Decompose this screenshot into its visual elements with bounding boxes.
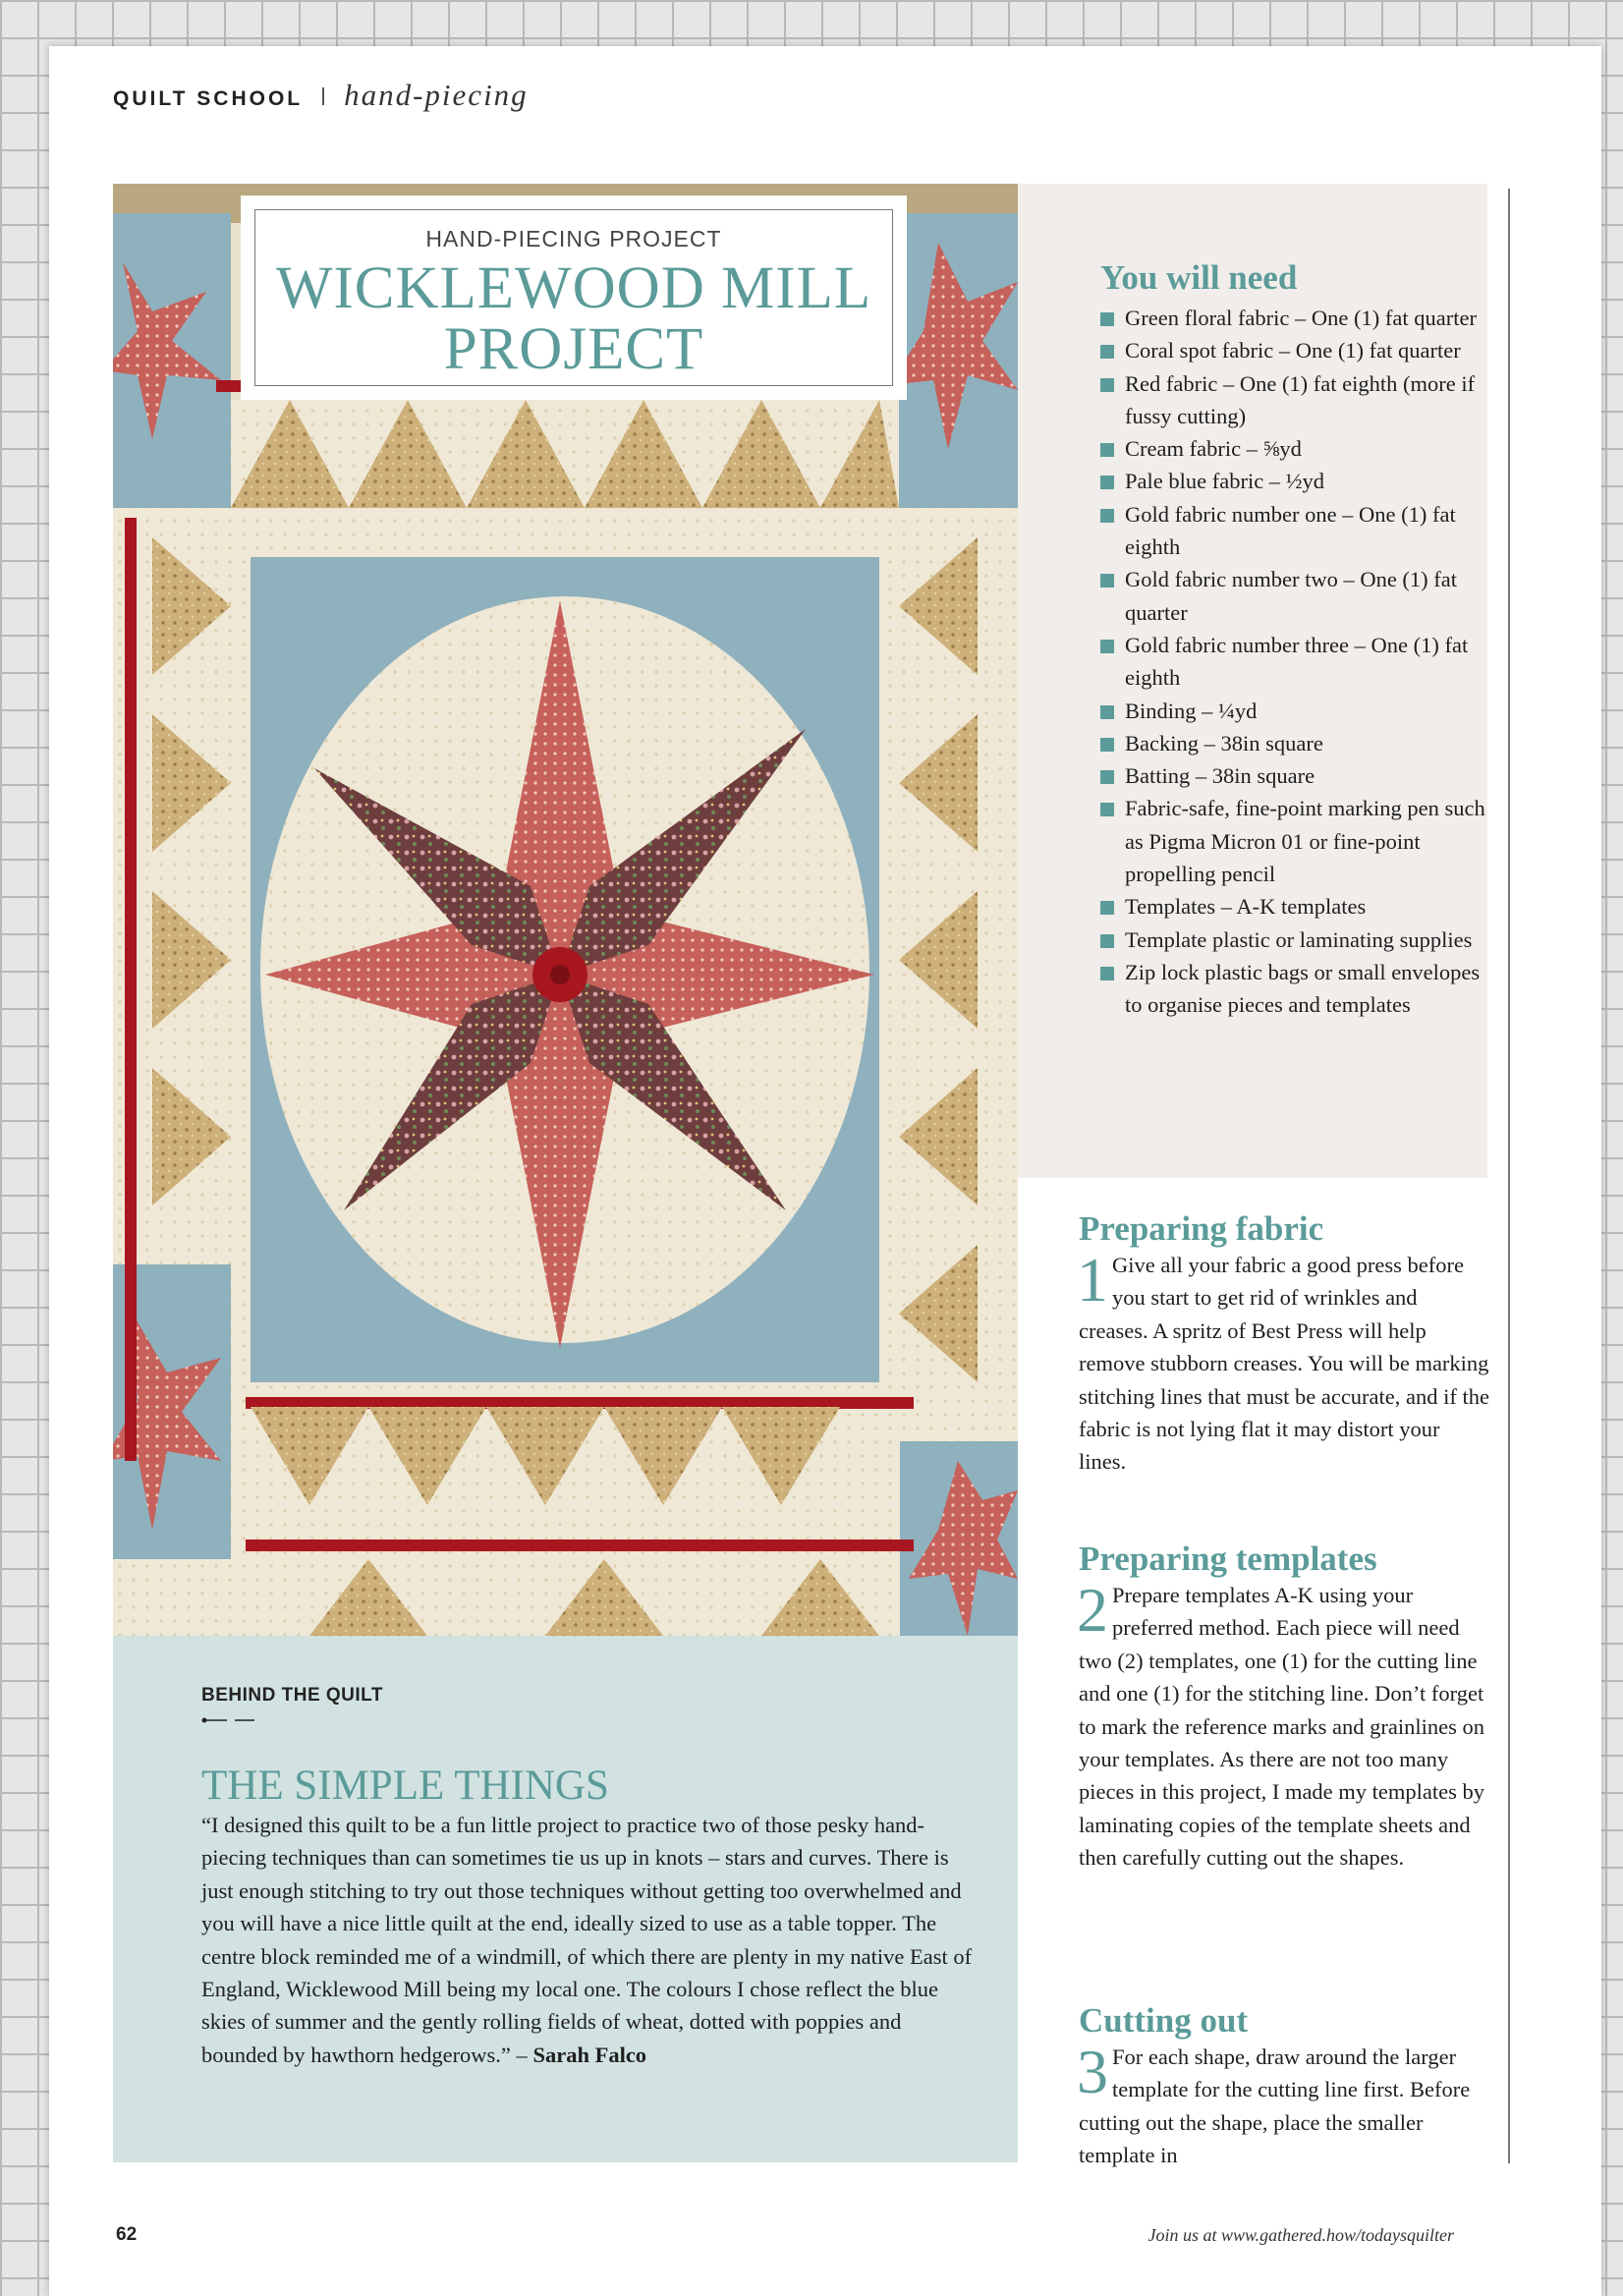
step-text	[1077, 1575, 1489, 1875]
step-body: Give all your fabric a good press before you start to get rid of wrinkles and creases. A spritz of Best Press will help remove stubborn creases. You will be marking stitching lines that must be accurate, and if the fabric is not lying flat it may distort your lines.	[1079, 1253, 1489, 1475]
step-text	[1077, 1245, 1489, 1479]
header-section: QUILT SCHOOL	[113, 87, 304, 110]
running-header	[113, 78, 529, 113]
footer-url: Join us at www.gathered.how/todaysquilter	[1147, 2225, 1454, 2245]
step-number: 3	[1077, 2037, 1108, 2106]
materials-list	[1100, 302, 1485, 1022]
list-item: Gold fabric number one – One (1) fat eighth	[1100, 498, 1485, 564]
step-body: Prepare templates A-K using your preferred method. Each piece will need two (2) templates, one (1) for the cutting line and one (1) for the stitching line. Don’t forget to mark the reference marks and grainlines on your templates. As there are not too many pieces in this project, I made my templates by laminating copies of the template sheets and then carefully cutting out the shapes.	[1079, 1583, 1485, 1871]
behind-kicker: BEHIND THE QUILT	[201, 1685, 383, 1706]
behind-title: THE SIMPLE THINGS	[201, 1763, 609, 1809]
step-number: 2	[1077, 1575, 1108, 1645]
list-item: Backing – 38in square	[1100, 727, 1485, 759]
column-rule	[1508, 189, 1510, 2163]
step-body: For each shape, draw around the larger template for the cutting line first. Before cutting out the shape, place the smaller template in	[1079, 2044, 1471, 2168]
list-item: Pale blue fabric – ½yd	[1100, 465, 1485, 497]
page-number: 62	[116, 2224, 138, 2245]
list-item: Gold fabric number three – One (1) fat eighth	[1100, 629, 1485, 695]
title-kicker: HAND-PIECING PROJECT	[425, 226, 722, 252]
step-heading: Preparing templates	[1079, 1540, 1377, 1578]
header-topic: hand-piecing	[344, 78, 529, 112]
arrow-rule-icon	[201, 1714, 256, 1726]
list-item: Fabric-safe, fine-point marking pen such as Pigma Micron 01 or fine-point propelling pencil	[1100, 792, 1485, 890]
list-item: Template plastic or laminating supplies	[1100, 924, 1485, 956]
quote-text: “I designed this quilt to be a fun little project to practice two of those pesky hand-piecing techniques than can sometimes tie us up in knots – stars and curves. There is just enough stitching to try out those techniques without getting too overwhelmed and you will have a nice little quilt at the end, ideally sized to use as a table topper. The centre block reminded me of a windmill, of which there are plenty in my native East of England, Wicklewood Mill being my local one. The colours I chose reflect the blue skies of summer and the gently rolling fields of wheat, dotted with poppies and bounded by hawthorn hedgerows.” –	[201, 1813, 973, 2067]
header-divider	[322, 87, 324, 105]
list-item: Batting – 38in square	[1100, 759, 1485, 792]
magazine-page	[49, 46, 1601, 2296]
title-line-1: WICKLEWOOD MILL	[275, 255, 872, 321]
step-heading: Preparing fabric	[1079, 1209, 1324, 1248]
list-item: Green floral fabric – One (1) fat quarter	[1100, 302, 1485, 334]
list-item: Zip lock plastic bags or small envelopes to organise pieces and templates	[1100, 956, 1485, 1022]
step-preparing-templates	[1079, 1540, 1489, 1875]
list-item: Gold fabric number two – One (1) fat quarter	[1100, 563, 1485, 629]
step-preparing-fabric	[1079, 1209, 1489, 1479]
quilt-photo	[113, 184, 1018, 1636]
step-heading: Cutting out	[1079, 2001, 1249, 2040]
behind-the-quilt-panel	[113, 1636, 1018, 2162]
step-text	[1077, 2037, 1489, 2172]
list-item: Binding – ¼yd	[1100, 695, 1485, 727]
list-item: Cream fabric – ⅝yd	[1100, 432, 1485, 465]
materials-panel	[1018, 184, 1487, 1178]
step-cutting-out	[1079, 2001, 1489, 2172]
step-number: 1	[1077, 1245, 1108, 1315]
designer-quote	[201, 1809, 978, 2071]
quilt-illustration	[113, 184, 1018, 1636]
list-item: Templates – A-K templates	[1100, 890, 1485, 923]
list-item: Coral spot fabric – One (1) fat quarter	[1100, 334, 1485, 366]
title-panel	[241, 196, 907, 400]
materials-title: You will need	[1100, 258, 1298, 297]
list-item: Red fabric – One (1) fat eighth (more if fussy cutting)	[1100, 367, 1485, 433]
quote-author: Sarah Falco	[532, 2042, 647, 2067]
title-line-2: PROJECT	[443, 316, 704, 382]
project-title	[255, 255, 892, 382]
